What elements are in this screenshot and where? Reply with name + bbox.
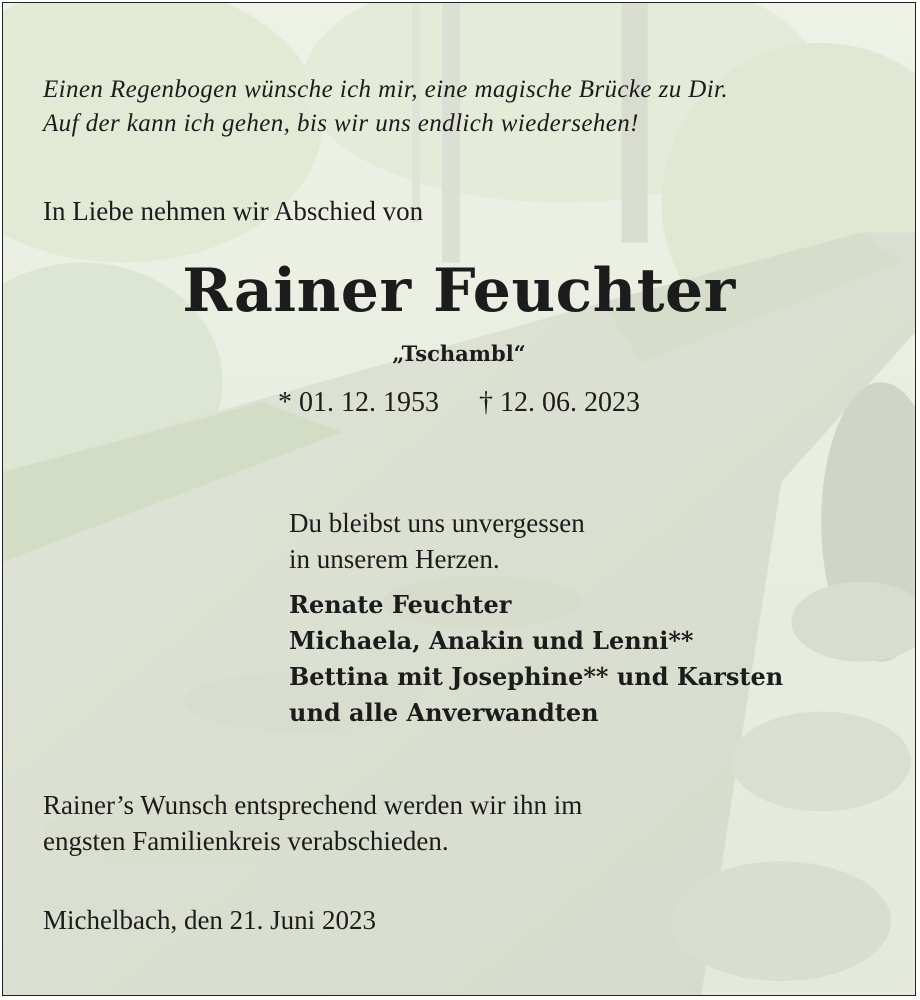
deceased-nickname: „Tschambl“ (392, 341, 526, 366)
farewell-text (289, 505, 915, 577)
death-date: † 12. 06. 2023 (479, 387, 640, 418)
deceased-name: Rainer Feuchter (182, 256, 736, 326)
poem (43, 73, 915, 141)
intro-text: In Liebe nehmen wir Abschied von (43, 196, 424, 226)
wish-line-2: engsten Familienkreis verabschieden. (43, 826, 449, 856)
mourner-line: Renate Feuchter (289, 590, 512, 619)
poem-line-2: Auf der kann ich gehen, bis wir uns endlich wiedersehen! (43, 110, 639, 137)
life-dates (3, 385, 915, 421)
mourner-line: Michaela, Anakin und Lenni** (289, 626, 694, 655)
birth-date: * 01. 12. 1953 (278, 387, 439, 418)
place-and-date: Michelbach, den 21. Juni 2023 (43, 905, 376, 935)
wish-text (43, 787, 915, 859)
mourner-line: und alle Anverwandten (289, 698, 599, 727)
wish-line-1: Rainer’s Wunsch entsprechend werden wir ihn im (43, 790, 583, 820)
farewell-line-1: Du bleibst uns unvergessen (289, 508, 585, 538)
farewell-line-2: in unserem Herzen. (289, 544, 500, 574)
obituary-notice (2, 2, 916, 996)
poem-line-1: Einen Regenbogen wünsche ich mir, eine magische Brücke zu Dir. (43, 76, 729, 103)
mourners-list (289, 587, 915, 731)
mourner-line: Bettina mit Josephine** und Karsten (289, 662, 784, 691)
